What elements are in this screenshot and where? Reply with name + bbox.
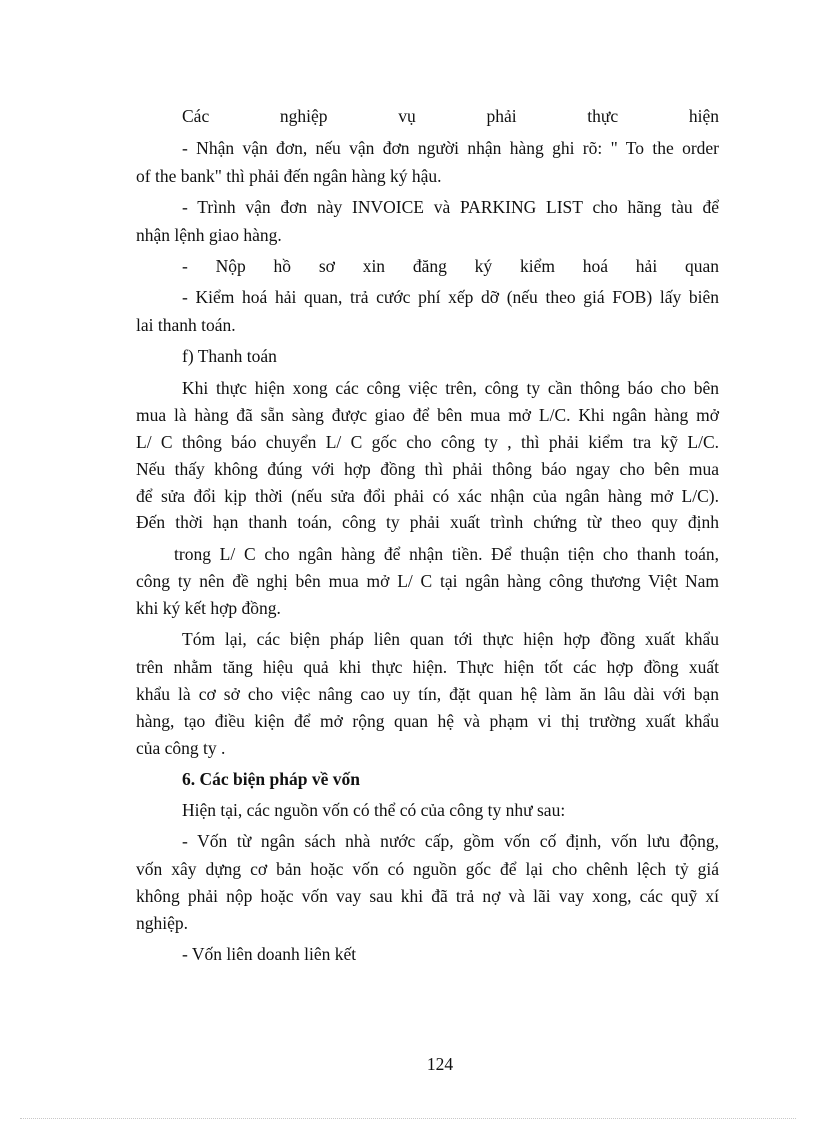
text-line-13: Nếu thấy không đúng với hợp đồng thì phải thông báo ngay cho bên mua [136,459,719,479]
text-line-15: Đến thời hạn thanh toán, công ty phải xuất trình chứng từ theo quy định [136,512,719,532]
text-line-19: Tóm lại, các biện pháp liên quan tới thực hiện hợp đồng xuất khẩu [182,629,719,649]
text-line-26: - Vốn từ ngân sách nhà nước cấp, gồm vốn cố định, vốn lưu động, [182,831,719,851]
text-line-23: của công ty . [136,738,226,758]
text-line-2: - Nhận vận đơn, nếu vận đơn người nhận hàng ghi rõ: " To the order [182,138,719,158]
text-line-30: - Vốn liên doanh liên kết [182,944,357,964]
text-line-22: hàng, tạo điều kiện để mở rộng quan hệ và phạm vi thị trường xuất khẩu [136,711,719,731]
page-bottom-divider [20,1118,796,1119]
text-line-3: of the bank" thì phải đến ngân hàng ký hậu. [136,166,442,186]
page-number: 124 [426,1054,454,1074]
text-line-28: không phải nộp hoặc vốn vay sau khi đã trả nợ và lãi vay xong, các quỹ xí [136,886,719,906]
text-line-16: trong L/ C cho ngân hàng để nhận tiền. Để thuận tiện cho thanh toán, [174,544,719,564]
text-line-12: L/ C thông báo chuyển L/ C gốc cho công ty , thì phải kiểm tra kỹ L/C. [136,432,719,452]
text-line-18: khi ký kết hợp đồng. [136,598,281,618]
text-line-11: mua là hàng đã sẵn sàng được giao để bên mua mở L/C. Khi ngân hàng mở [136,405,719,425]
text-line-14: để sửa đổi kịp thời (nếu sửa đổi phải có xác nhận của ngân hàng mở L/C). [136,486,719,506]
text-line-5: nhận lệnh giao hàng. [136,225,282,245]
text-line-25: Hiện tại, các nguồn vốn có thể có của công ty như sau: [182,800,566,820]
text-line-8: lai thanh toán. [136,315,236,335]
text-line-21: khẩu là cơ sở cho việc nâng cao uy tín, đặt quan hệ làm ăn lâu dài với bạn [136,684,719,704]
section-heading-6: 6. Các biện pháp về vốn [182,769,360,789]
text-line-29: nghiệp. [136,913,189,933]
text-line-27: vốn xây dựng cơ bản hoặc vốn có nguồn gốc để lại cho chênh lệch tỷ giá [136,859,719,879]
text-line-17: công ty nên đề nghị bên mua mở L/ C tại ngân hàng công thương Việt Nam [136,571,719,591]
section-heading-f: f) Thanh toán [182,346,277,366]
text-line-6: - Nộp hồ sơ xin đăng ký kiểm hoá hải quan [182,256,719,276]
text-line-20: trên nhằm tăng hiệu quả khi thực hiện. Thực hiện tốt các hợp đồng xuất [136,657,719,677]
text-line-1: Các nghiệp vụ phải thực hiện [182,106,719,126]
text-line-7: - Kiểm hoá hải quan, trả cước phí xếp dỡ (nếu theo giá FOB) lấy biên [182,287,719,307]
text-line-10: Khi thực hiện xong các công việc trên, công ty cần thông báo cho bên [182,378,719,398]
text-line-4: - Trình vận đơn này INVOICE và PARKING LIST cho hãng tàu để [182,197,719,217]
